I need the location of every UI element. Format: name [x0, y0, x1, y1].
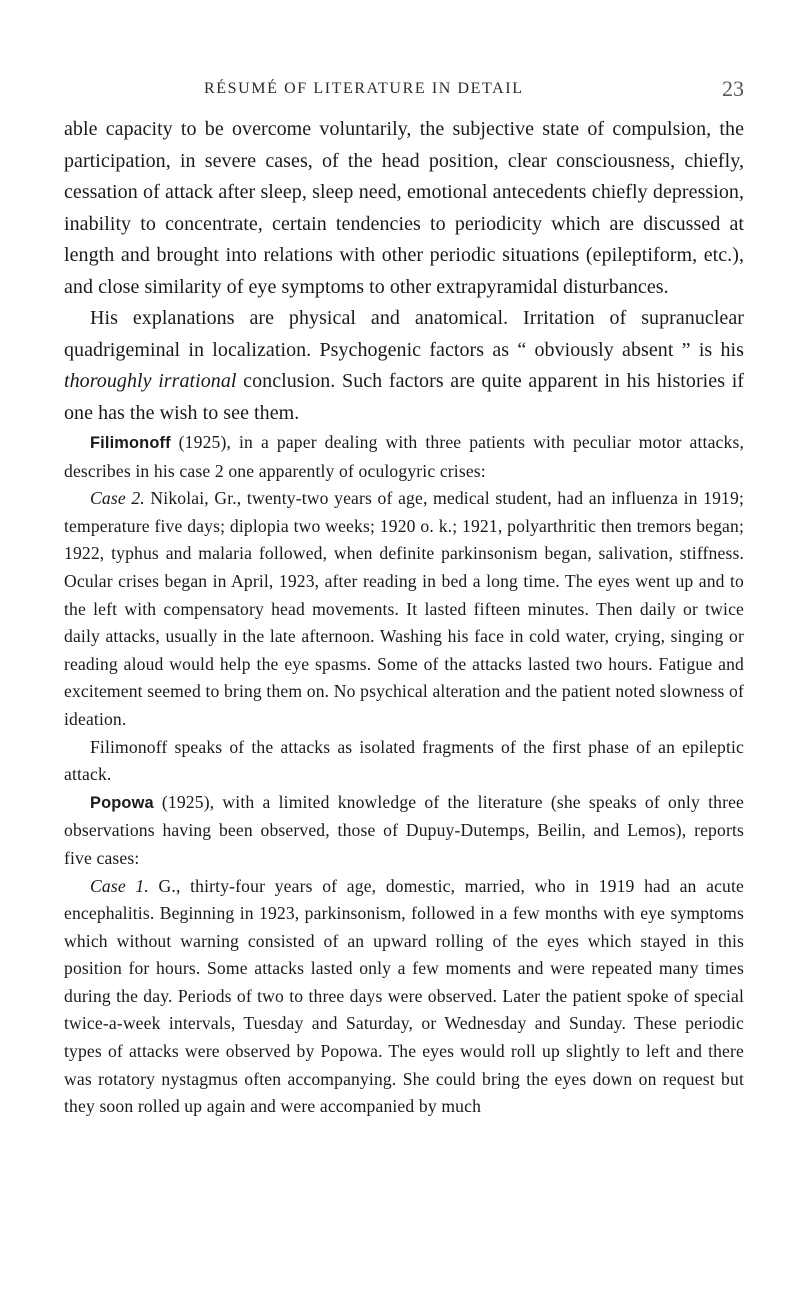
paragraph-1: able capacity to be overcome voluntarily, the subjective state of compulsion, the participation, in severe cases, of the head position, clear consciousness, chiefly, cessation of attack after sleep, sleep need, emotional antecedents chiefly depression, inability to concentrate, certain tendencies to periodicity which are discussed at length and brought into relations with other periodic situations (epileptiform, etc.), and close similarity of eye symptoms to other extrapyramidal disturbances.: [64, 118, 744, 298]
paragraph-popowa: [64, 789, 744, 873]
paragraph-filimonoff: [64, 429, 744, 485]
running-title: RÉSUMÉ OF LITERATURE IN DETAIL: [204, 80, 524, 97]
running-head: [64, 76, 744, 110]
paragraph-text: G., thirty-four years of age, domestic, married, who in 1919 had an acute encephalitis. Beginning in 1923, parkinsonism, followed in a few months with eye symptoms which without warning consisted of an upward rolling of the eyes which stayed in this position for hours. Some attacks lasted only a few moments and were repeated many times during the day. Periods of two to three days were observed. Later the patient spoke of special twice-a-week intervals, Tuesday and Saturday, or Wednesday and Sunday. These periodic types of attacks were observed by Popowa. The eyes would roll up slightly to left and there was rotatory nystagmus often accompanying. She could bring the eyes down on request but they soon rolled up again and were accompanied by much: [64, 875, 744, 1117]
paragraph-text: Nikolai, Gr., twenty-two years of age, medical student, had an influenza in 1919; temperature five days; diplopia two weeks; 1920 o. k.; 1921, polyarthritic then tremors began; 1922, typhus and malaria followed, when definite parkinsonism began, salivation, stiffness. Ocular crises began in April, 1923, after reading in bed a long time. The eyes went up and to the left with compensatory head movements. It lasted fifteen minutes. Then daily or twice daily attacks, usually in the late afternoon. Washing his face in cold water, crying, singing or reading aloud would help the eye spasms. Some of the attacks lasted two hours. Fatigue and excitement seemed to bring them on. No psychical alteration and the patient noted slowness of ideation.: [64, 488, 744, 729]
case-label: Case 1.: [90, 875, 149, 896]
paragraph-case-2: [64, 485, 744, 733]
paragraph-2: [64, 303, 744, 429]
paragraph-2-italic: thoroughly irrational: [64, 370, 237, 392]
small-print-section: [64, 429, 744, 1121]
page-number: 23: [722, 76, 744, 101]
case-label: Case 2.: [90, 488, 145, 509]
paragraph-filimonoff-summary: Filimonoff speaks of the attacks as isolated fragments of the first phase of an epileptic attack.: [64, 736, 744, 785]
body-text: [64, 114, 744, 1121]
paragraph-text: (1925), in a paper dealing with three patients with peculiar motor attacks, describes in his case 2 one apparently of oculogyric crises:: [64, 432, 744, 481]
paragraph-text: (1925), with a limited knowledge of the literature (she speaks of only three observations having been observed, those of Dupuy-Dutemps, Beilin, and Lemos), reports five cases:: [64, 791, 744, 868]
author-name: Popowa: [90, 793, 154, 812]
paragraph-2-text-before: His explanations are physical and anatomical. Irritation of supranuclear quadrigeminal in localization. Psychogenic factors as “ obviously absent ” is his: [64, 307, 744, 361]
page: [64, 76, 745, 1121]
paragraph-case-1: [64, 873, 744, 1121]
author-name: Filimonoff: [90, 434, 171, 452]
large-print-section: [64, 114, 744, 429]
paragraph-2-text-after: conclusion. Such factors are quite apparent in his histories if one has the wish to see them.: [64, 370, 745, 424]
